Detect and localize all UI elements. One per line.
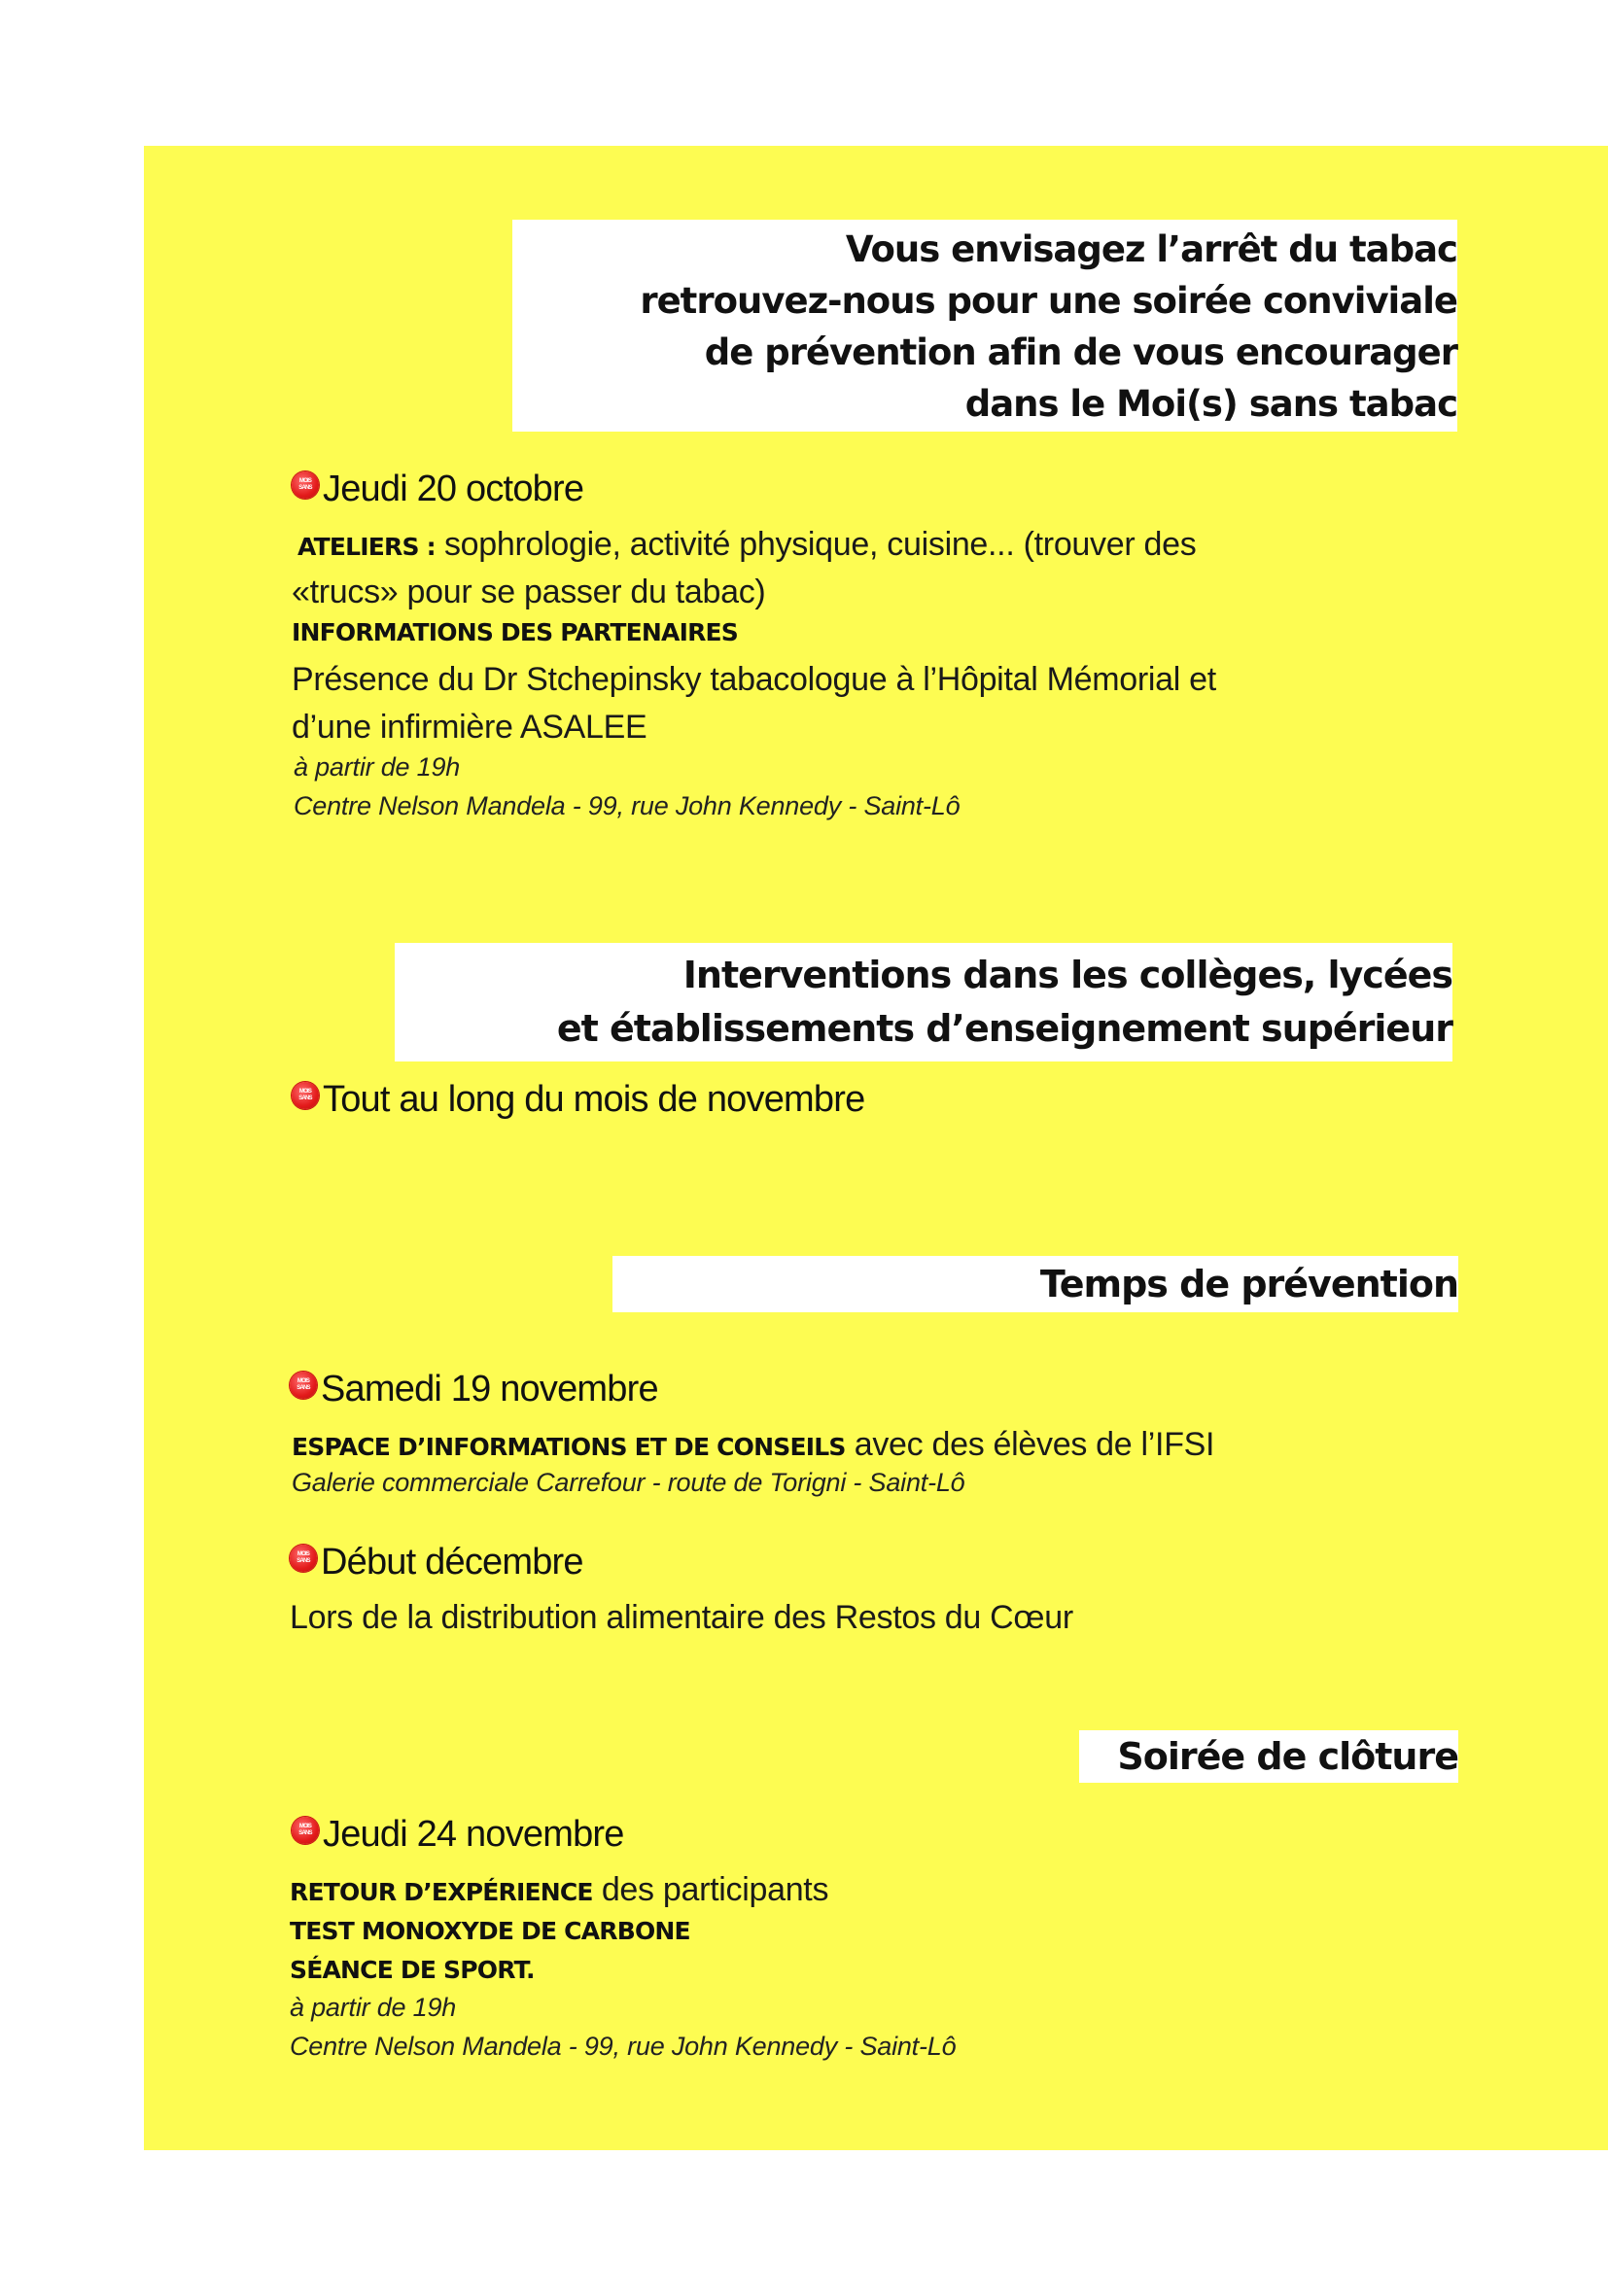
event4-date-text: Jeudi 24 novembre: [323, 1814, 624, 1855]
event4-place: Centre Nelson Mandela - 99, rue John Kennedy - Saint-Lô: [290, 2032, 957, 2061]
event1-time: à partir de 19h: [294, 752, 461, 782]
sport-label: SÉANCE DE SPORT.: [290, 1956, 535, 1984]
mois-sans-tabac-logo-icon: MOIS SANS: [292, 1817, 319, 1844]
event1-place: Centre Nelson Mandela - 99, rue John Kennedy - Saint-Lô: [294, 791, 961, 820]
event4-line1: [290, 1866, 828, 1916]
test-label: TEST MONOXYDE DE CARBONE: [290, 1917, 690, 1945]
event-b-text: Lors de la distribution alimentaire des Restos du Cœur: [290, 1599, 1073, 1636]
ateliers-text-1: sophrologie, activité physique, cuisine... (trouver des: [435, 526, 1197, 563]
mois-sans-tabac-logo-icon: MOIS SANS: [292, 471, 319, 499]
closing-title: Soirée de clôture: [1117, 1735, 1458, 1778]
event-b-date: [290, 1542, 583, 1583]
mois-sans-tabac-logo-icon: MOIS SANS: [292, 1082, 319, 1109]
intro-line-2: retrouvez-nous pour une soirée conviviale: [640, 280, 1457, 322]
event1-ateliers-line1: [297, 521, 1196, 571]
prevention-title: Temps de prévention: [1039, 1263, 1458, 1305]
event-a-text: avec des élèves de l’IFSI: [845, 1426, 1215, 1463]
prevention-heading: [612, 1256, 1458, 1312]
ateliers-label: ATELIERS :: [297, 533, 436, 561]
schools-line-2: et établissements d’enseignement supérieur: [556, 1007, 1452, 1050]
event4-time: à partir de 19h: [290, 1993, 457, 2022]
retour-label: RETOUR D’EXPÉRIENCE: [290, 1878, 593, 1906]
partners-line2: d’une infirmière ASALEE: [292, 709, 647, 746]
intro-line-3: de prévention afin de vous encourager: [704, 331, 1457, 373]
event1-date-text: Jeudi 20 octobre: [323, 469, 584, 509]
event-a-place: Galerie commerciale Carrefour - route de Torigni - Saint-Lô: [292, 1468, 965, 1497]
intro-line-4: dans le Moi(s) sans tabac: [964, 383, 1457, 425]
intro-line-1: Vous envisagez l’arrêt du tabac: [845, 228, 1457, 270]
section2-date-text: Tout au long du mois de novembre: [323, 1079, 865, 1120]
schools-heading: [395, 943, 1452, 1061]
intro-heading: [512, 220, 1457, 432]
partners-label: INFORMATIONS DES PARTENAIRES: [292, 618, 739, 646]
event4-date: [292, 1814, 624, 1856]
partners-line1: Présence du Dr Stchepinsky tabacologue à l’Hôpital Mémorial et: [292, 661, 1216, 698]
event-a-date-text: Samedi 19 novembre: [321, 1369, 658, 1409]
event-a-label: ESPACE D’INFORMATIONS ET DE CONSEILS: [292, 1433, 846, 1461]
event-b-date-text: Début décembre: [321, 1542, 583, 1583]
mois-sans-tabac-logo-icon: MOIS SANS: [290, 1545, 317, 1572]
closing-heading: [1079, 1730, 1458, 1783]
retour-text: des participants: [592, 1871, 829, 1908]
event1-date: [292, 469, 583, 510]
event-a-date: [290, 1369, 658, 1410]
section2-date: [292, 1079, 864, 1121]
event1-ateliers-line2: «trucs» pour se passer du tabac): [292, 574, 766, 610]
schools-line-1: Interventions dans les collèges, lycées: [682, 954, 1452, 996]
mois-sans-tabac-logo-icon: MOIS SANS: [290, 1372, 317, 1399]
event-a-info: [292, 1421, 1214, 1471]
